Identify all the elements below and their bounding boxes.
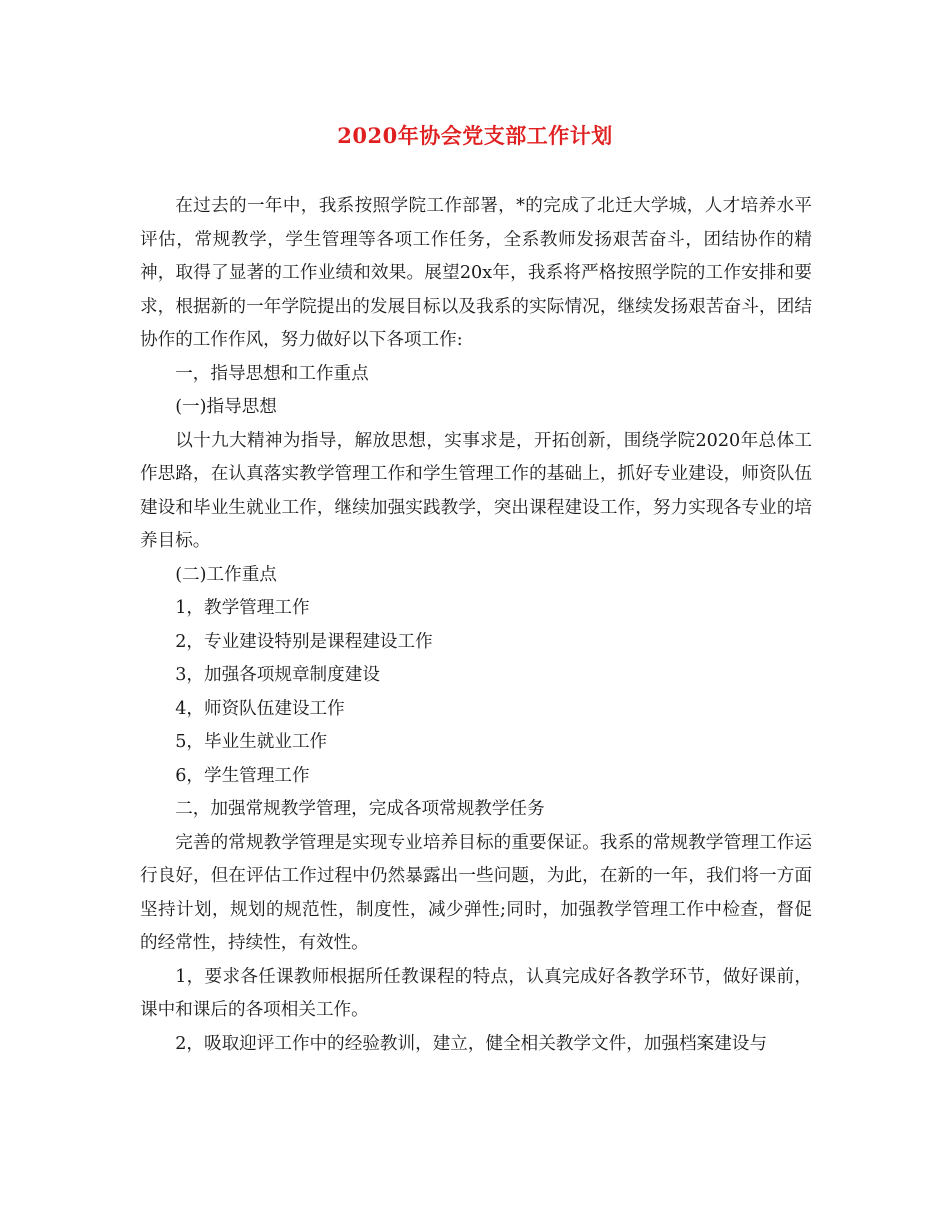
document-title: 2020年协会党支部工作计划 (337, 123, 613, 148)
list-item-1: 1，教学管理工作 (175, 598, 310, 618)
list-item-6: 6，学生管理工作 (175, 765, 310, 786)
list-item-3: 3，加强各项规章制度建设 (175, 665, 380, 685)
paragraph-intro: 在过去的一年中，我系按照学院工作部署，*的完成了北迁大学城，人才培养水平评估，常规教学，学生管理等各项工作任务，全系教师发扬艰苦奋斗，团结协作的精神，取得了显著的工作业绩和效果。展望20x年，我系将严格按照学院的工作安排和要求，根据新的一年学院提出的发展目标以及我系的实际情况，继续发扬艰苦奋斗，团结协作的工作作风，努力做好以下各项工作: (140, 196, 812, 350)
paragraph-teaching-management: 完善的常规教学管理是实现专业培养目标的重要保证。我系的常规教学管理工作运行良好，但在评估工作过程中仍然暴露出一些问题，为此，在新的一年，我们将一方面坚持计划，规划的规范性，制度性，减少弹性;同时，加强教学管理工作中检查，督促的经常性，持续性，有效性。 (140, 832, 812, 953)
paragraph-guiding-thought: 以十九大精神为指导，解放思想，实事求是，开拓创新，围绕学院2020年总体工作思路，在认真落实教学管理工作和学生管理工作的基础上，抓好专业建设，师资队伍建设和毕业生就业工作，继续加强实践教学，突出课程建设工作，努力实现各专业的培养目标。 (140, 430, 812, 551)
list-item-4: 4，师资队伍建设工作 (175, 698, 345, 719)
document-body (140, 190, 812, 1061)
paragraph-item-1: 1，要求各任课教师根据所任教课程的特点，认真完成好各教学环节，做好课前，课中和课后的各项相关工作。 (140, 966, 812, 1020)
section-heading-1: 一，指导思想和工作重点 (175, 363, 369, 384)
subsection-heading-guiding-thought: (一)指导思想 (175, 397, 277, 417)
paragraph-item-2: 2，吸取迎评工作中的经验教训，建立，健全相关教学文件，加强档案建设与 (175, 1033, 767, 1054)
section-heading-2: 二，加强常规教学管理，完成各项常规教学任务 (175, 799, 545, 819)
list-item-2: 2，专业建设特别是课程建设工作 (175, 631, 433, 652)
list-item-5: 5，毕业生就业工作 (175, 732, 328, 752)
subsection-heading-key-work: (二)工作重点 (175, 564, 277, 585)
